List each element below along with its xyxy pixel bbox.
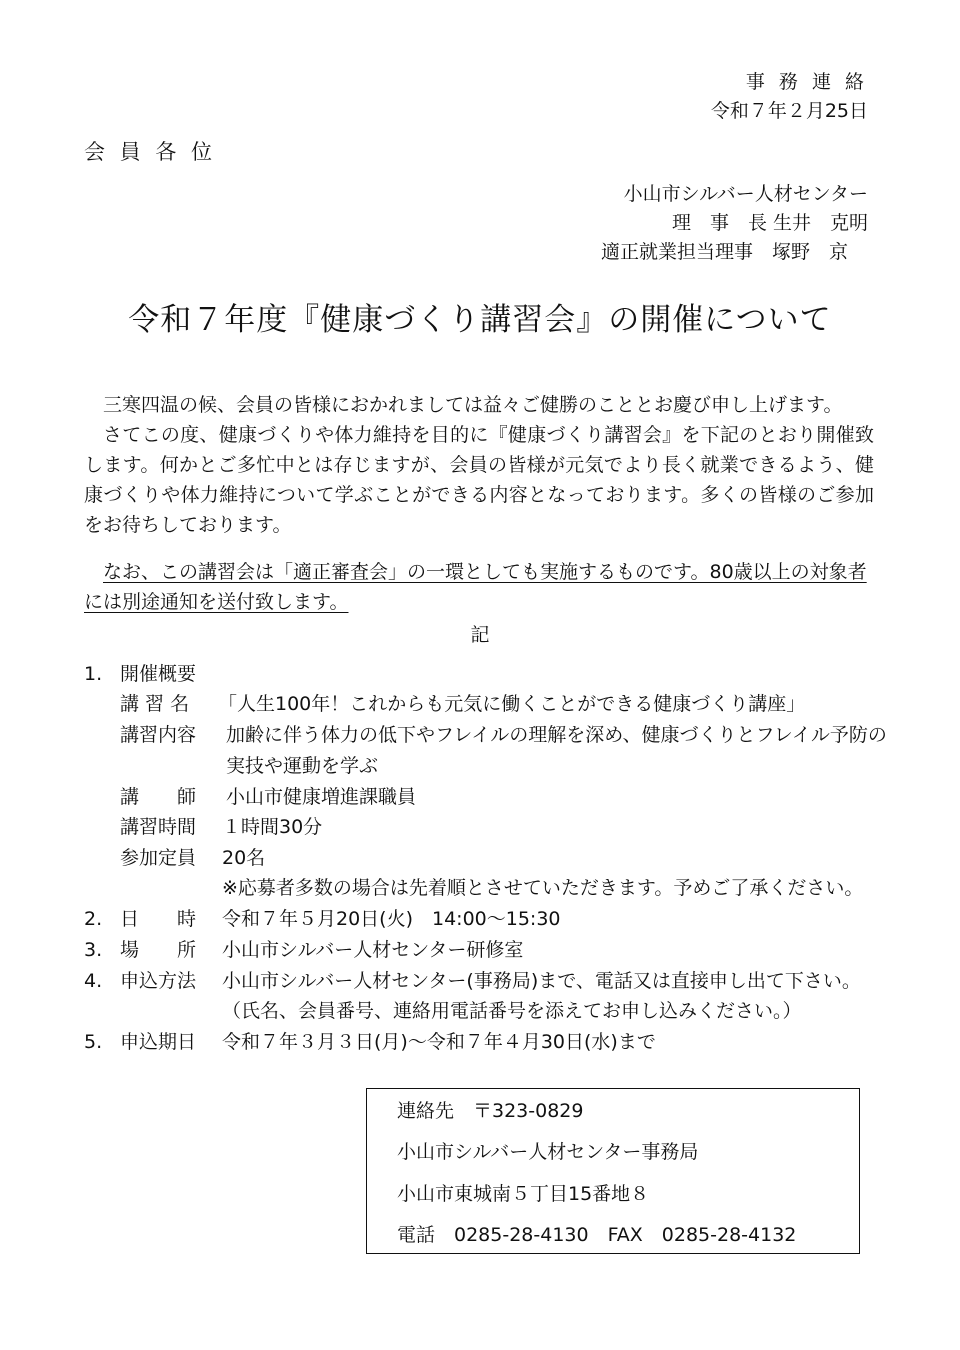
purpose-paragraph: さてこの度、健康づくりや体力維持を目的に『健康づくり講習会』を下記のとおり開催致します。何かとご多忙中とは存じますが、会員の皆様が元気でより長く就業できるよう、健康づくりや体力維持について学ぶことができる内容となっております。多くの皆様のご参加をお待ちしております。 [84, 424, 874, 536]
item-1-label: 開催概要 [120, 663, 197, 685]
item-4-label: 申込方法 [120, 970, 197, 992]
sender-chairman: 理 事 長 生井 克明 [671, 212, 868, 234]
capacity-label: 参加定員 [120, 847, 197, 869]
item-2-label: 日 時 [120, 908, 197, 930]
ki-heading: 記 [470, 624, 490, 646]
doc-type: 事 務 連 絡 [745, 71, 868, 93]
capacity-value: 20名 [222, 847, 266, 869]
item-5-value: 令和７年３月３日(月)～令和７年４月30日(水)まで [222, 1031, 656, 1053]
item-5-label: 申込期日 [120, 1031, 197, 1053]
capacity-note: ※応募者多数の場合は先着順とさせていただきます。予めご了承ください。 [222, 877, 864, 899]
page-title: 令和７年度『健康づくり講習会』の開催について [128, 302, 832, 338]
lecturer-label: 講 師 [120, 786, 197, 808]
lecture-content-label: 講習内容 [120, 724, 197, 746]
sender-director: 適正就業担当理事 塚野 京 [600, 241, 848, 263]
item-3-number: 3. [84, 939, 103, 961]
lecture-content-value-2: 実技や運動を学ぶ [226, 755, 379, 777]
item-3-label: 場 所 [120, 939, 197, 961]
item-4-number: 4. [84, 970, 103, 992]
item-4-value-2: （氏名、会員番号、連絡用電話番号を添えてお申し込みください。） [222, 1000, 802, 1022]
contact-address: 小山市東城南５丁目15番地８ [397, 1183, 650, 1205]
contact-office: 小山市シルバー人材センター事務局 [397, 1141, 699, 1163]
lecture-name-label: 講 習 名 [120, 693, 190, 715]
item-5-number: 5. [84, 1031, 103, 1053]
item-3-value: 小山市シルバー人材センター研修室 [222, 939, 524, 961]
item-2-value: 令和７年５月20日(火) 14:00～15:30 [222, 908, 561, 930]
doc-date: 令和７年２月25日 [710, 100, 868, 122]
lecture-time-value: １時間30分 [222, 816, 323, 838]
lecture-content-value: 加齢に伴う体力の低下やフレイルの理解を深め、健康づくりとフレイル予防の [226, 724, 887, 746]
lecture-time-label: 講習時間 [120, 816, 197, 838]
sender-org: 小山市シルバー人材センター [623, 183, 868, 205]
item-4-value: 小山市シルバー人材センター(事務局)まで、電話又は直接申し出て下さい。 [222, 970, 861, 992]
body-text [84, 390, 874, 540]
greeting-paragraph: 三寒四温の候、会員の皆様におかれましては益々ご健勝のこととお慶び申し上げます。 [103, 394, 843, 416]
lecture-name-value: 「人生100年！これからも元気に働くことができる健康づくり講座」 [218, 693, 806, 715]
item-2-number: 2. [84, 908, 103, 930]
contact-phone-fax: 電話 0285-28-4130 FAX 0285-28-4132 [397, 1224, 797, 1246]
item-1-number: 1. [84, 663, 103, 685]
recipient: 会 員 各 位 [84, 140, 217, 164]
contact-box [366, 1088, 860, 1254]
lecturer-value: 小山市健康増進課職員 [226, 786, 417, 808]
contact-postal: 連絡先 〒323-0829 [397, 1100, 584, 1122]
note-underlined: なお、この講習会は「適正審査会」の一環としても実施するものです。80歳以上の対象者には別途通知を送付致します。 [84, 561, 867, 613]
